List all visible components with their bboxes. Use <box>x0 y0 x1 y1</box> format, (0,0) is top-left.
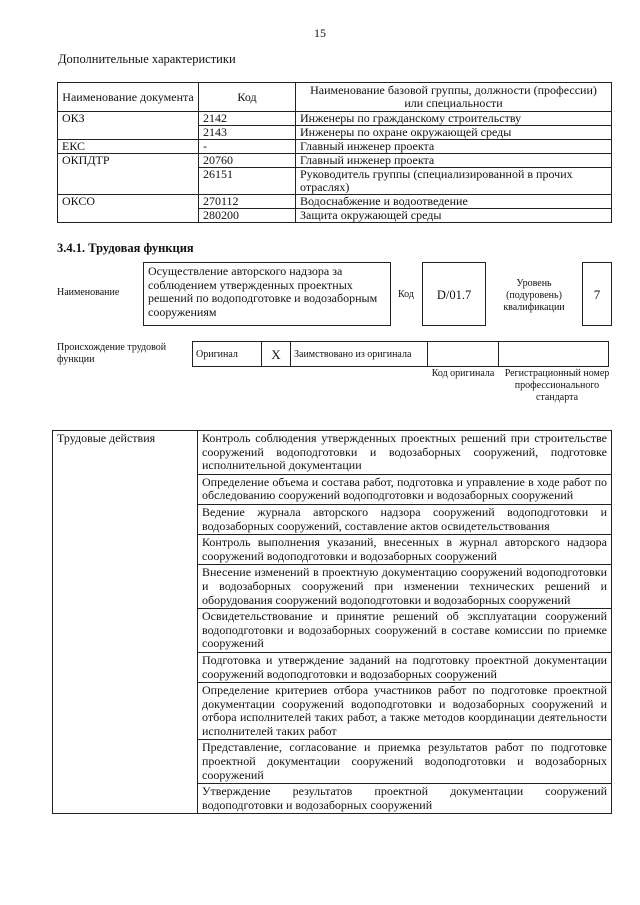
action-item: Контроль соблюдения утвержденных проектных решений при строительстве сооружений водоподготовки и водозаборных сооружений, подготовке исполнительной документации <box>198 431 612 475</box>
original-mark: X <box>262 342 291 367</box>
labor-function-heading: 3.4.1. Трудовая функция <box>57 241 194 255</box>
cell-code: 2142 <box>199 112 296 126</box>
labor-actions-label: Трудовые действия <box>53 431 198 814</box>
table-row <box>58 140 612 154</box>
table-row <box>58 112 612 126</box>
cell-doc: ОКЗ <box>58 112 199 140</box>
action-item: Контроль выполнения указаний, внесенных в журнал авторского надзора сооружений водоподготовки и водозаборных сооружений <box>198 535 612 565</box>
action-item: Определение критериев отбора участников работ по подготовке проектной документации сооружений водоподготовки и водозаборных сооружений и отбора исполнителей таких работ, а также методов координации деятельности исполнителей таких работ <box>198 683 612 740</box>
cell-code: 26151 <box>199 168 296 195</box>
header-doc: Наименование документа <box>58 83 199 112</box>
action-item: Определение объема и состава работ, подготовка и управление в ходе работ по обследованию сооружений водоподготовки и водозаборных сооружений <box>198 474 612 504</box>
qualification-level-label: Уровень (подуровень) квалификации <box>503 278 565 313</box>
cell-name: Руководитель группы (специализированной в прочих отраслях) <box>296 168 612 195</box>
cell-code: 270112 <box>199 195 296 209</box>
table-header-row <box>58 83 612 112</box>
function-origin-label: Происхождение трудовой функции <box>57 342 167 365</box>
cell-code: 2143 <box>199 126 296 140</box>
cell-name: Главный инженер проекта <box>296 154 612 168</box>
header-code: Код <box>199 83 296 112</box>
labor-actions-table <box>52 430 612 814</box>
action-item: Освидетельствование и принятие решений об эксплуатации сооружений водоподготовки и водозаборных сооружений в составе комиссии по приемке сооружений <box>198 609 612 653</box>
extra-characteristics-heading: Дополнительные характеристики <box>58 52 236 66</box>
action-item: Ведение журнала авторского надзора сооружений водоподготовки и водозаборных сооружений, составление актов освидетельствования <box>198 504 612 534</box>
action-item: Утверждение результатов проектной документации сооружений водоподготовки и водозаборных сооружений <box>198 784 612 814</box>
cell-name: Инженеры по охране окружающей среды <box>296 126 612 140</box>
cell-code: - <box>199 140 296 154</box>
cell-name: Защита окружающей среды <box>296 209 612 223</box>
reg-number-label: Регистрационный номер профессионального стандарта <box>504 368 610 403</box>
function-name-box: Осуществление авторского надзора за соблюдением утвержденных проектных решений по водоподготовке и водозаборным сооружениям <box>143 262 391 326</box>
action-item: Представление, согласование и приемка результатов работ по подготовке проектной документации сооружений водоподготовки и водозаборных сооружений <box>198 740 612 784</box>
cell-code: 20760 <box>199 154 296 168</box>
cell-name: Главный инженер проекта <box>296 140 612 154</box>
table-row <box>58 195 612 209</box>
origin-table <box>192 341 609 367</box>
cell-code: 280200 <box>199 209 296 223</box>
original-label: Оригинал <box>193 342 262 367</box>
original-code-cell <box>428 342 499 367</box>
cell-doc: ОКПДТР <box>58 154 199 195</box>
table-row <box>193 342 609 367</box>
cell-name: Водоснабжение и водоотведение <box>296 195 612 209</box>
action-item: Подготовка и утверждение заданий на подготовку проектной документации сооружений водоподготовки и водозаборных сооружений <box>198 652 612 682</box>
table-row <box>58 154 612 168</box>
name-label: Наименование <box>57 287 120 298</box>
header-name: Наименование базовой группы, должности (профессии) или специальности <box>296 83 612 112</box>
original-code-label: Код оригинала <box>431 368 495 379</box>
cell-doc: ЕКС <box>58 140 199 154</box>
action-item: Внесение изменений в проектную документацию сооружений водоподготовки и водозаборных сооружений при изменении технических решений и оборудования сооружений водоподготовки и водозаборных сооружений <box>198 565 612 609</box>
code-label: Код <box>398 289 414 300</box>
cell-name: Инженеры по гражданскому строительству <box>296 112 612 126</box>
cell-doc: ОКСО <box>58 195 199 223</box>
table-row <box>53 431 612 475</box>
reg-number-cell <box>499 342 609 367</box>
qualification-level-box: 7 <box>582 262 612 326</box>
extra-characteristics-table <box>57 82 612 223</box>
page-number: 15 <box>314 26 326 40</box>
borrowed-label: Заимствовано из оригинала <box>291 342 428 367</box>
function-code-box: D/01.7 <box>422 262 486 326</box>
